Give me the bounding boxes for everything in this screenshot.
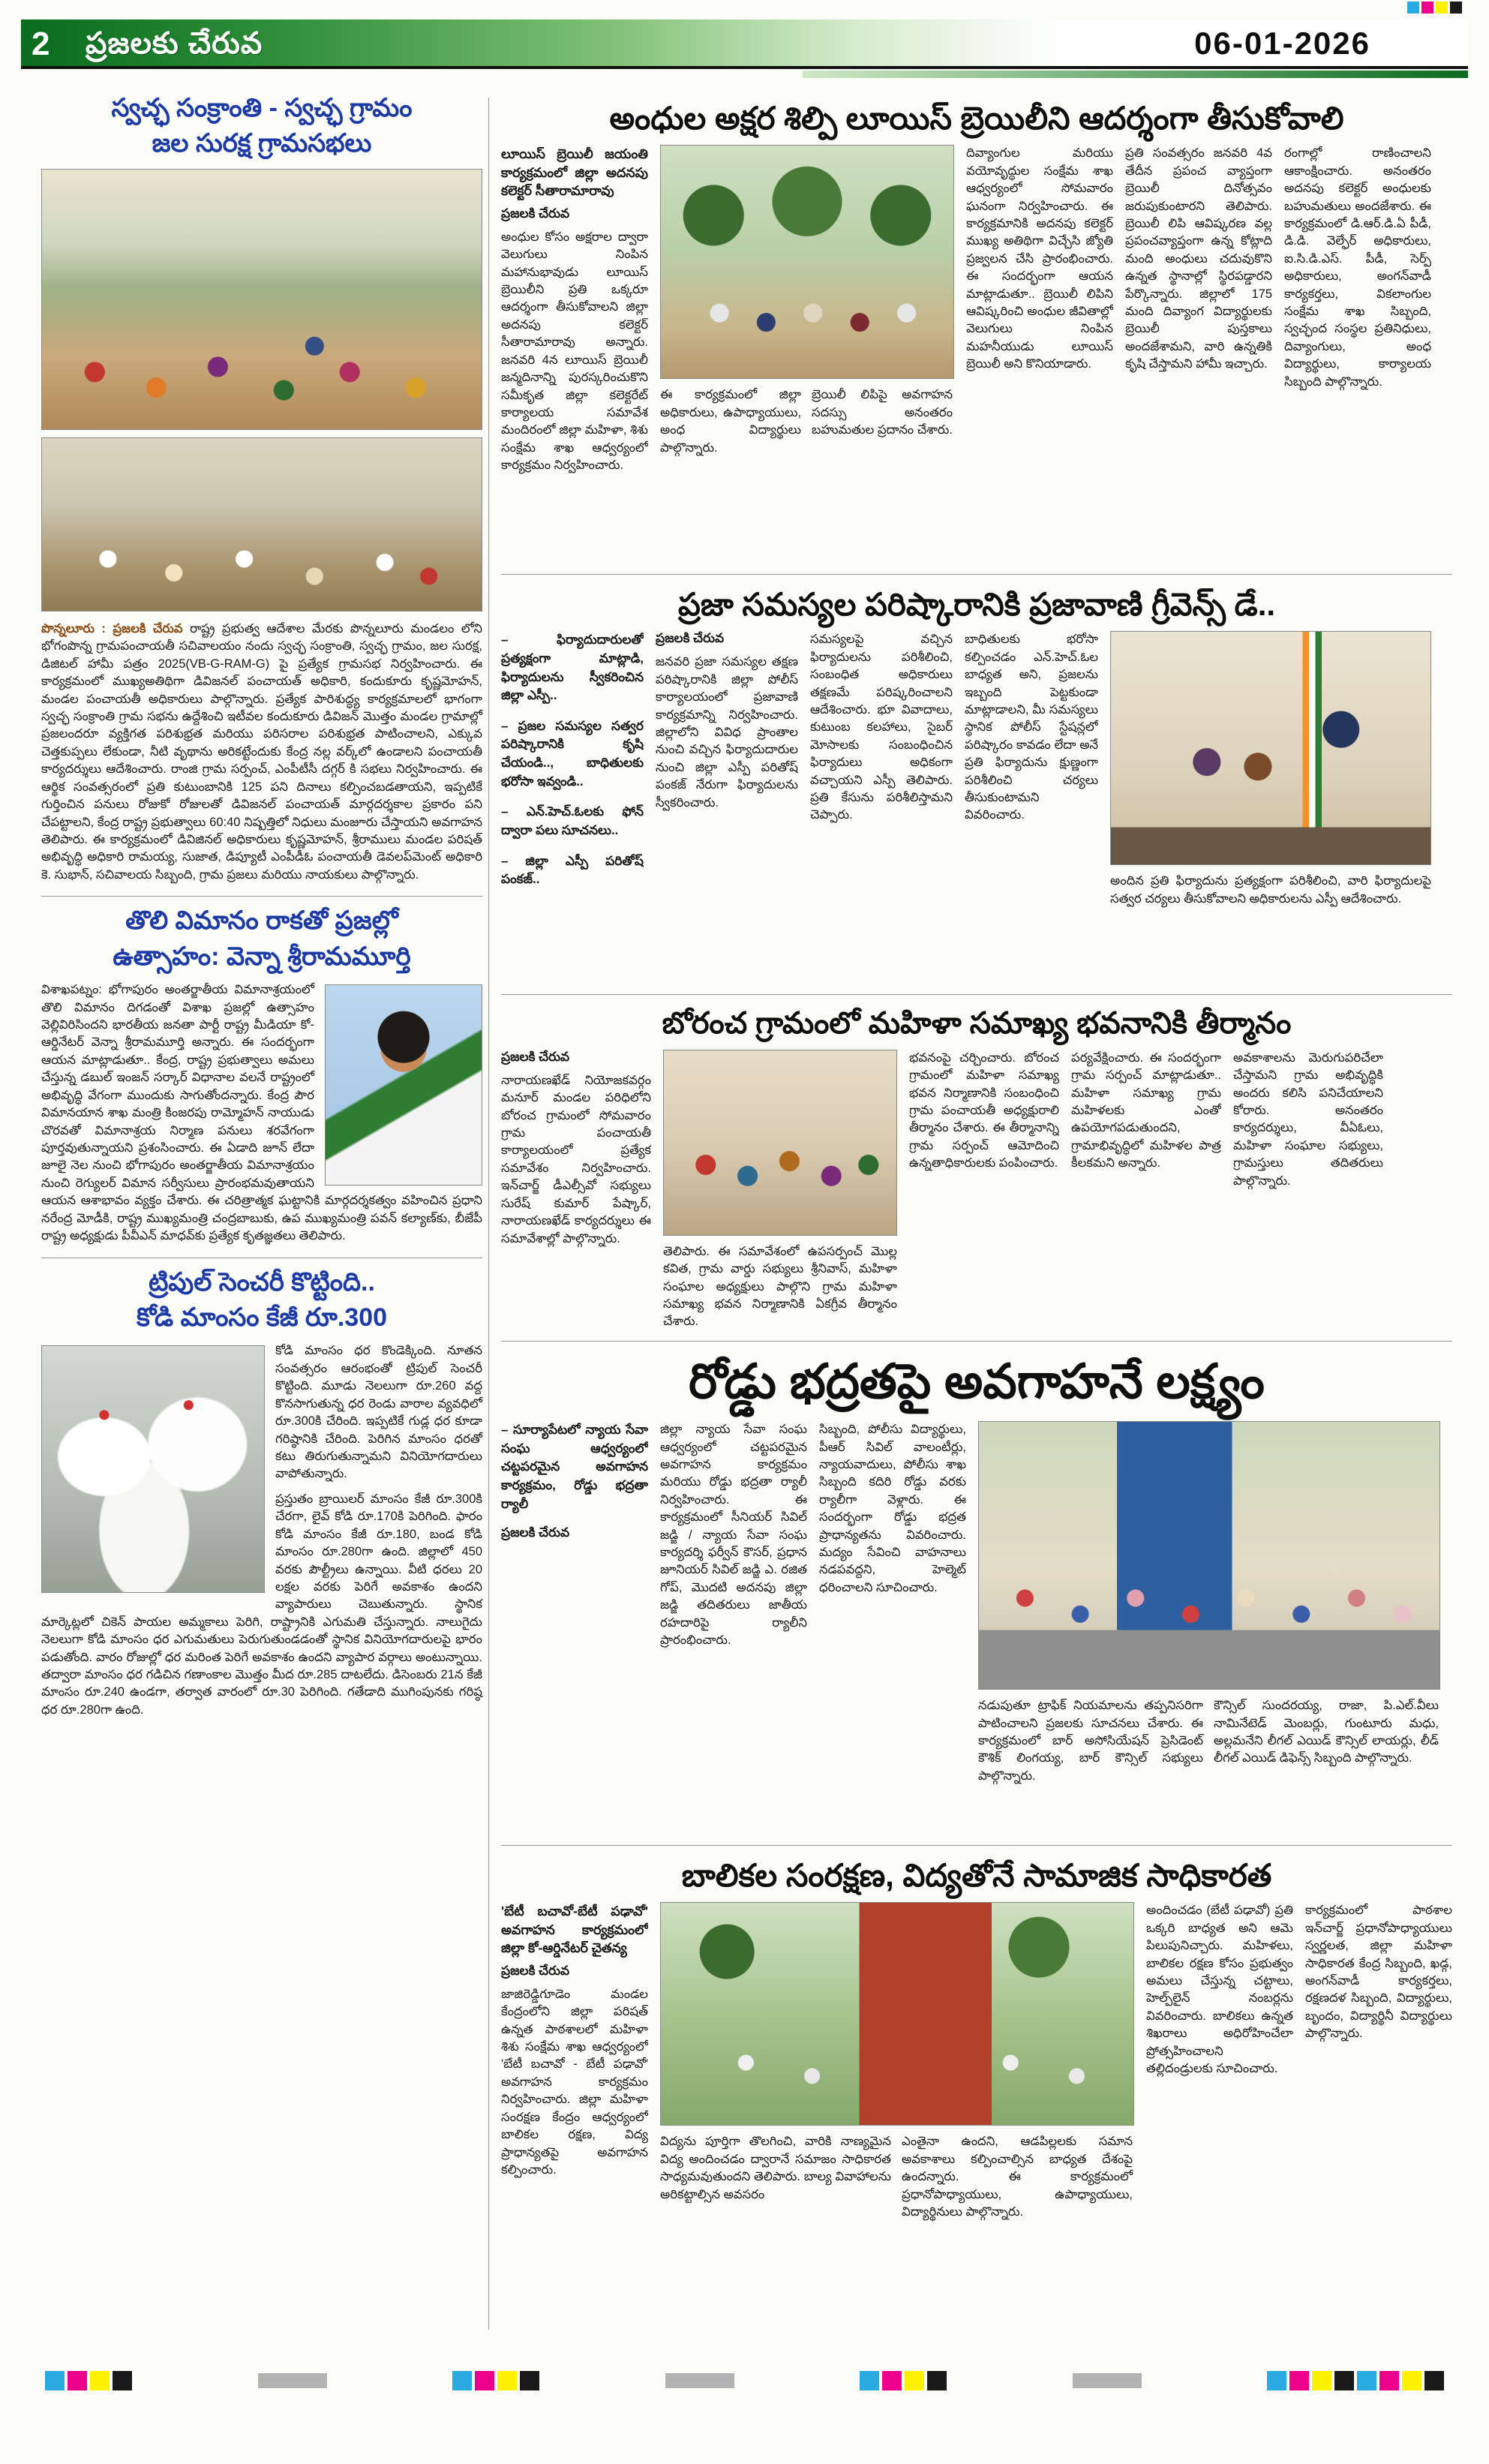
flight-body: విశాఖపట్నం: భోగాపురం అంతర్జాతీయ విమానాశ్రయంలో తొలి విమానం దిగడంతో విశాఖ ప్రజల్లో ఉత్సాహం వెల్లివిరిసిందని భారతీయ జనతా పార్టీ రాష్ట్ర మీడియా కో-ఆర్డినేటర్ వెన్నా శ్రీరామమూర్తి అన్నారు. ఈ సందర్భంగా ఆయన మాట్లాడుతూ.. కేంద్ర, రాష్ట్ర ప్రభుత్వాలు అమలు చేస్తున్న డబుల్ ఇంజన్ సర్కార్ విధానాల వలనే రాష్ట్రంలో అభివృద్ధి వేగంగా ముందుకు సాగుతోందన్నారు. కేంద్ర పౌర విమానయాన శాఖ మంత్రి కింజరపు రామ్మోహన్ నాయుడు చొరవతో విమానాశ్రయ నిర్మాణ పనులు శరవేగంగా పూర్తవుతున్నాయని ప్రశంసించారు. ఈ ఏడాది జూన్ లేదా జూలై నెల నుంచి భోగాపురం అంతర్జాతీయ విమానాశ్రయం నుంచి రెగ్యులర్ విమాన సర్వీసులు ప్రారంభమవుతాయని ఆయన ఆశాభావం వ్యక్తం చేశారు. ఈ చరిత్రాత్మక ఘట్టానికి మార్గదర్శకత్వం వహించిన ప్రధాని నరేంద్ర మోడీకి, రాష్ట్ర ముఖ్యమంత్రి చంద్రబాబుకు, ఉప ముఖ్యమంత్రి పవన్ కల్యాణ్‌కు, బీజేపీ రాష్ట్ర అధ్యక్షుడు పీవీఎన్ మాధవ్‌కు ప్రత్యేక కృతజ్ఞతలు తెలిపారు.: [41, 983, 482, 1243]
borancha-headline: బోరంచ గ్రామంలో మహిళా సమాఖ్య భవనానికి తీర్మానం: [662, 1007, 1292, 1040]
road-bullet: – సూర్యాపేటలో న్యాయ సేవా సంఘ ఆధ్వర్యంలో చట్టపరమైన అవగాహన కార్యక్రమం, రోడ్డు భద్రతా ర్యాలీ: [501, 1423, 648, 1511]
reg-magenta-icon: [475, 2371, 494, 2390]
road-col1: జిల్లా న్యాయ సేవా సంఘ ఆధ్వర్యంలో చట్టపరమైన అవగాహన కార్యక్రమం మరియు రోడ్డు భద్రతా ర్యాలీ నిర్వహించారు. ఈ కార్యక్రమంలో సీనియర్ సివిల్ జడ్జి / న్యాయ సేవా సంఘ కార్యదర్శి ఫర్వీన్ కౌసర్, ప్రధాన జూనియర్ సివిల్ జడ్జి ఎ. రజిత గోప్, మొదటి అదనపు జిల్లా జడ్జి తదితరులు జాతీయ రహదారిపై ర్యాలీని ప్రారంభించారు.: [660, 1423, 807, 1648]
flight-photo-portrait-sriramamurthy: [325, 984, 482, 1185]
sankranti-headline-line1: స్వచ్ఛ సంక్రాంతి - స్వచ్ఛ గ్రామం: [111, 94, 413, 122]
balika-headline: బాలికల సంరక్షణ, విద్యతోనే సామాజిక సాధికారత: [681, 1858, 1272, 1893]
balika-byline: ప్రజలకి చేరువ: [501, 1963, 570, 1978]
article-borancha: [501, 995, 1452, 1342]
date-underline-bar: [803, 71, 1468, 78]
article-grievance: [501, 575, 1452, 995]
reg-black-icon: [520, 2371, 539, 2390]
braille-col4: రంగాల్లో రాణించాలని ఆకాంక్షించారు. అనంతరం అదనపు కలెక్టర్ అంధులకు బహుమతులు అందజేశారు. ఈ కార్యక్రమంలో డి.ఆర్.డి.ఏ పీడీ, డి.డి. వెల్ఫేర్ అధికారులు, ఐ.సి.డి.ఎస్. పీడీ, సెర్ప్ అధికారులు, అంగన్‌వాడీ కార్యకర్తలు, వికలాంగుల సంక్షేమ శాఖ సిబ్బంది, స్వచ్ఛంద సంస్థల ప్రతినిధులు, దివ్యాంగులు, అంధ విద్యార్థులు, కార్యాలయ సిబ్బంది పాల్గొన్నారు.: [1284, 146, 1431, 389]
reg-cyan-icon: [860, 2371, 879, 2390]
article-chicken: [41, 1267, 482, 1720]
grievance-bullet-2: – ప్రజల సమస్యల సత్వర పరిష్కారానికి కృషి చేయండి.., బాధితులకు భరోసా ఇవ్వండి..: [501, 718, 644, 789]
grievance-bullet-1: – ఫిర్యాదుదారులతో ప్రత్యక్షంగా మాట్లాడి, ఫిర్యాదులను స్వీకరించిన జిల్లా ఎస్పీ..: [501, 633, 644, 703]
reg-magenta-icon: [68, 2371, 87, 2390]
reg-cyan-icon: [452, 2371, 472, 2390]
balika-mid1: విద్యను పూర్తిగా తొలగించి, వారికి నాణ్యమైన విద్య అందించడం ద్వారానే సమాజం సాధికారత సాధ్యమవుతుందని తెలిపారు. బాల్య వివాహాలను అరికట్టాల్సిన అవసరం: [660, 2135, 891, 2201]
reg-cyan-icon: [45, 2371, 65, 2390]
reg-gray-bar: [258, 2373, 327, 2388]
balika-intro: 'బేటీ బచావో-బేటీ పఢావో' అవగాహన కార్యక్రమంలో జిల్లా కో-ఆర్డినేటర్ చైతన్య: [501, 1904, 648, 1956]
reg-yellow-icon: [90, 2371, 110, 2390]
registration-marks-top: [1407, 2, 1462, 14]
reg-group-3: [860, 2371, 947, 2390]
reg-yellow-icon: [1312, 2371, 1331, 2390]
borancha-byline: ప్రజలకి చేరువ: [501, 1049, 570, 1064]
flight-headline-line2: ఉత్సాహం: వెన్నా శ్రీరామమూర్తి: [113, 942, 411, 971]
braille-photo-jayanti-event: [660, 145, 954, 379]
reg-black-icon: [1450, 2, 1462, 14]
reg-cyan-icon: [1357, 2371, 1376, 2390]
reg-group-1: [45, 2371, 132, 2390]
article-sankranti: [41, 93, 482, 884]
grievance-caption: అందిన ప్రతి ఫిర్యాదును ప్రత్యక్షంగా పరిశీలించి, వారి ఫిర్యాదులపై సత్వర చర్యలు తీసుకోవాలని అధికారులను ఎస్పీ ఆదేశించారు.: [1110, 874, 1431, 906]
reg-black-icon: [1424, 2371, 1444, 2390]
balika-photo-school-program: [660, 1902, 1134, 2126]
braille-mid1: ఈ కార్యక్రమంలో జిల్లా అధికారులు, ఉపాధ్యాయులు, అంధ విద్యార్థులు పాల్గొన్నారు.: [660, 388, 801, 455]
reg-yellow-icon: [1402, 2371, 1421, 2390]
road-byline: ప్రజలకి చేరువ: [501, 1525, 570, 1540]
article-balika: [501, 1846, 1452, 2333]
edition-date: 06-01-2026: [1194, 26, 1370, 61]
grievance-col2: సమస్యలపై వచ్చిన ఫిర్యాదులను పరిశీలించి, సంబంధిత అధికారులు తక్షణమే పరిష్కరించాలని ఆదేశించారు. భూ వివాదాలు, కుటుంబ కలహాలు, సైబర్ మోసాలకు సంబంధించిన ఫిర్యాదులు అధికంగా వచ్చాయని ఎస్పీ తెలిపారు. ప్రతి కేసును పరిశీలిస్తామని చెప్పారు.: [810, 633, 953, 822]
grievance-bullet-3: – ఎన్.హెచ్.ఓలకు ఫోన్ ద్వారా పలు సూచనలు..: [501, 804, 644, 837]
reg-group-4: [1267, 2371, 1444, 2390]
reg-cyan-icon: [1267, 2371, 1286, 2390]
masthead-title: ప్రజలకు చేరువ: [86, 27, 263, 60]
reg-yellow-icon: [497, 2371, 517, 2390]
road-mid1: నడుపుతూ ట్రాఫిక్ నియమాలను తప్పనిసరిగా పాటించాలని ప్రజలకు సూచనలు చేశారు. ఈ కార్యక్రమంలో బార్ అసోసియేషన్ ప్రెసిడెంట్ కౌశిక్ లింగయ్య, బార్ కౌన్సిల్ సభ్యులు పాల్గొన్నారు.: [978, 1699, 1203, 1783]
article-flight: [41, 906, 482, 1245]
page-header: [21, 20, 1468, 69]
grievance-bullet-4: – జిల్లా ఎస్పీ పరితోష్ పంకజ్..: [501, 853, 644, 887]
grievance-col1: జనవరి ప్రజా సమస్యల తక్షణ పరిష్కారానికి జిల్లా పోలీస్ కార్యాలయంలో ప్రజావాణి కార్యక్రమాన్ని నిర్వహించారు. జిల్లాలోని వివిధ ప్రాంతాల నుంచి వచ్చిన ఫిర్యాదుదారుల నుంచి జిల్లా ఎస్పీ పరితోష్ పంకజ్ నేరుగా ఫిర్యాదులను స్వీకరించారు.: [656, 655, 798, 810]
road-mid2: కౌన్సిల్ సుందరయ్య, రాజా, పి.ఎల్.వీలు నామినేటెడ్ మెంబర్లు, గుంటూరు మధు, అల్లమనేని లీగల్ ఎయిడ్ కౌన్సిల్ లాయర్లు, లీడ్ లీగల్ ఎయిడ్ డిఫెన్స్ సిబ్బంది పాల్గొన్నారు.: [1214, 1699, 1439, 1765]
borancha-col1: నారాయణఖేడ్ నియోజకవర్గం మనూర్ మండల పరిధిలోని బోరంచ గ్రామంలో సోమవారం గ్రామ పంచాయతీ కార్యాలయంలో ప్రత్యేక సమావేశం నిర్వహించారు. ఇన్‌చార్జ్ డీఎల్సీవో సభ్యులు సురేష్ కుమార్ పేష్కార్, నారాయణఖేడ్ కార్యదర్శులు ఈ సమావేశాల్లో పాల్గొన్నారు.: [501, 1073, 651, 1246]
reg-gray-bar: [1073, 2373, 1142, 2388]
chicken-photo-broilers: [41, 1345, 265, 1593]
reg-black-icon: [1334, 2371, 1354, 2390]
balika-col3: అందించడం (బేటీ పఢావో) ప్రతి ఒక్కరి బాధ్యత అని ఆమె పిలుపునిచ్చారు. మహిళలు, బాలికల రక్షణ కోసం ప్రభుత్వం అమలు చేస్తున్న చట్టాలు, హెల్ప్‌లైన్ నంబర్లను వివరించారు. బాలికలు ఉన్నత శిఖరాలు అధిరోహించేలా ప్రోత్సహించాలని తల్లిదండ్రులకు సూచించారు.: [1146, 1904, 1293, 2076]
page-number: 2: [32, 26, 50, 62]
braille-col1: అంధుల కోసం అక్షరాల ద్వారా వెలుగులు నింపిన మహానుభావుడు లూయిస్ బ్రెయిలీని ప్రతి ఒక్కరూ ఆదర్శంగా తీసుకోవాలని జిల్లా అదనపు కలెక్టర్ సీతారామారావు అన్నారు. జనవరి 4న లూయిస్ బ్రెయిలీ జన్మదినాన్ని పురస్కరించుకొని సమీకృత జిల్లా కలెక్టరేట్ కార్యాలయ సమావేశ మందిరంలో జిల్లా మహిళా, శిశు సంక్షేమ శాఖ ఆధ్వర్యంలో కార్యక్రమం నిర్వహించారు.: [501, 230, 648, 473]
braille-headline: అంధుల అక్షర శిల్పి లూయిస్ బ్రెయిలీని ఆదర్శంగా తీసుకోవాలి: [609, 101, 1344, 136]
braille-intro: లూయిస్ బ్రెయిలీ జయంతి కార్యక్రమంలో జిల్లా అదనపు కలెక్టర్ సీతారామారావు: [501, 146, 648, 199]
column-divider: [488, 98, 489, 2330]
road-photo-safety-rally: [978, 1421, 1440, 1690]
grievance-headline: ప్రజా సమస్యల పరిష్కారానికి ప్రజావాణి గ్రీవెన్స్ డే..: [677, 587, 1276, 622]
braille-col2: దివ్యాంగుల మరియు వయోవృద్ధుల సంక్షేమ శాఖ ఆధ్వర్యంలో సోమవారం ఘనంగా నిర్వహించారు. ఈ కార్యక్రమానికి అదనపు కలెక్టర్ ముఖ్య అతిథిగా విచ్చేసి జ్యోతి ప్రజ్వలన చేసి ప్రారంభించారు. ఈ సందర్భంగా ఆయన మాట్లాడుతూ.. బ్రెయిలీ లిపిని ఆవిష్కరించి అంధుల జీవితాల్లో వెలుగులు నింపిన మహనీయుడు లూయిస్ బ్రెయిలీ అని కొనియాడారు.: [966, 146, 1113, 371]
balika-col1: జాజిరెడ్డిగూడెం మండల కేంద్రంలోని జిల్లా పరిషత్ ఉన్నత పాఠశాలలో మహిళా శిశు సంక్షేమ శాఖ ఆధ్వర్యంలో 'బేటీ బచావో - బేటీ పఢావో' అవగాహన కార్యక్రమం నిర్వహించారు. జిల్లా మహిళా సంరక్షణ కేంద్రం ఆధ్వర్యంలో బాలికల రక్షణ, విద్య ప్రాధాన్యతపై అవగాహన కల్పించారు.: [501, 1987, 648, 2177]
chicken-body-part2: ప్రస్తుతం బ్రాయిలర్ మాంసం కేజీ రూ.300కి చేరగా, లైవ్ కోడి రూ.170కి పెరిగింది. ఫారం కోడి మాంసం కేజీ రూ.180, బండ కోడి మాంసం రూ.280గా ఉంది. జిల్లాలో 450 వరకు పౌల్ట్రీలు ఉన్నాయి. వీటి ధరలు 20 లక్షల వరకు పెరిగే అవకాశం ఉందని వ్యాపారులు చెబుతున్నారు. స్థానిక మార్కెట్లలో చికెన్ పాయల అమ్మకాలు పెరిగి, రాష్ట్రానికి ఎగుమతి చేస్తున్నారు. నాలుగైదు నెలలుగా కోడి మాంసం ధర ఎగుమతులు పెరుగుతుండడంతో స్థానిక వినియోగదారులపై భారం పడుతోంది. వారం రోజుల్లో ధర మరింత పెరిగే అవకాశం ఉందని వ్యాపార వర్గాలు అంటున్నాయి. తద్వారా మాంసం ధర గడిచిన గణాంకాల మొత్తం మీద రూ.285 దాటలేదు. డిసెంబరు 21న కేజీ మాంసం రూ.240 ఉండగా, తర్వాత వారంలో రూ.30 పెరిగింది. గతేడాది ముగింపునకు గరిష్ఠ ధర రూ.280గా ఉంది.: [41, 1492, 482, 1717]
reg-magenta-icon: [1421, 2, 1433, 14]
sankranti-headline-line2: జల సురక్ష గ్రామసభలు: [152, 129, 372, 158]
sankranti-body: రాష్ట్ర ప్రభుత్వ ఆదేశాల మేరకు పొన్నలూరు మండలం లోని భోగంపొన్న గ్రామపంచాయతీ సచివాలయం నందు స్వచ్ఛ సంక్రాంతి, స్వచ్ఛ గ్రామం, జల సురక్ష, డిజిటల్ హామీ పత్రం 2025(VB-G-RAM-G) పై ప్రత్యేక గ్రామసభ నిర్వహించారు. ఈ కార్యక్రమంలో ముఖ్యఅతిథిగా డివిజనల్ పంచాయత్ అధికారి, కందుకూరు కృష్ణమోహన్, మండల పంచాయతీ అధికారులు పాల్గొన్నారు. ప్రత్యేక పారిశుద్ధ్య కార్యక్రమాలలో భాగంగా స్వచ్ఛ సంక్రాంతి గ్రామ సభను ఉద్దేశించి ఇటీవల కందుకూరు డివిజన్ మొత్తం మండల గ్రామాల్లో ప్రజలందరూ వ్యక్తిగత పరిశుభ్రత మరియు పరిసరాల పరిశుభ్రత పాటించాలని, ఎక్కువ చెత్తకుప్పలు లేకుండా, నీటి వృథాను అరికట్టేందుకు కేంద్ర నల్ల వర్క్‌లో ఉండాలని పంచాయతీ కార్యదర్శులు ఆదేశించారు. రాంజి గ్రామ సర్పంచ్, ఎంపీటీసీ దగ్గర్ కి సభలు నిర్వహించారు. ఈ ఆర్థిక సంవత్సరంలో ప్రతి కుటుంబానికి 125 పని దినాలు కల్పించబడతాయని, ఇప్పటికే గుర్తించిన పనులు రోజుకో రోజులతో డివిజనల్ పంచాయత్ మార్గదర్శకాల ప్రకారం పని చేపట్టాలని, కేంద్ర రాష్ట్ర ప్రభుత్వాలు 60:40 నిష్పత్తిలో నిధులు మంజూరు చేస్తాయని అవగాహన తెలిపారు. ఈ కార్యక్రమంలో డివిజినల్ అధికారులు కృష్ణమోహన్, శ్రీరాములు మండల పరిషత్ అభివృద్ధి అధికారి రామయ్య, సుజాత, డిప్యూటీ ఎంపీడీఓ పంచాయతీ డెవలప్‌మెంట్ అధికారి కె. సుభాన్, సచివాలయ సిబ్బంది, గ్రామ ప్రజలు మరియు నాయకులు పాల్గొన్నారు.: [41, 621, 482, 882]
balika-col4: కార్యక్రమంలో పాఠశాల ఇన్‌చార్జ్ ప్రధానోపాధ్యాయులు స్వర్ణలత, జిల్లా మహిళా సాధికారత కేంద్ర సిబ్బంది, ఖడ్గ, అంగన్‌వాడీ కార్యకర్తలు, రక్షణదళ సిబ్బంది, విద్యార్థులు, బృందం, విద్యార్థినీ విద్యార్థులు పాల్గొన్నారు.: [1305, 1904, 1452, 2041]
chicken-headline-line2: కోడి మాంసం కేజీ రూ.300: [136, 1303, 388, 1332]
borancha-col3: పర్యవేక్షించారు. ఈ సందర్భంగా గ్రామ సర్పంచ్ మాట్లాడుతూ.. మహిళా సమాఖ్య గ్రామ మహిళలకు ఎంతో ఉపయోగపడుతుందని, గ్రామాభివృద్ధిలో మహిళల పాత్ర కీలకమని అన్నారు.: [1071, 1050, 1221, 1170]
reg-magenta-icon: [1379, 2371, 1399, 2390]
grievance-photo-sp-office: [1110, 631, 1431, 865]
balika-mid2: ఎంతైనా ఉందని, ఆడపిల్లలకు సమాన అవకాశాలు కల్పించాల్సిన బాధ్యత దేశంపై ఉందన్నారు. ఈ కార్యక్రమంలో ప్రధానోపాధ్యాయులు, ఉపాధ్యాయులు, విద్యార్థినులు పాల్గొన్నారు.: [902, 2135, 1133, 2219]
grievance-col3: బాధితులకు భరోసా కల్పించడం ఎన్.హెచ్.ఓల బాధ్యత అని, ప్రజలను ఇబ్బంది పెట్టకుండా మాట్లాడాలని, మీ సమస్యలు స్థానిక పోలీస్ స్టేషన్లలో పరిష్కారం కావడం లేదా అనే ప్రతి ఫిర్యాదును క్షుణ్ణంగా పరిశీలించి చర్యలు తీసుకుంటామని వివరించారు.: [965, 633, 1098, 822]
grievance-byline: ప్రజలకి చేరువ: [656, 631, 725, 646]
reg-yellow-icon: [905, 2371, 924, 2390]
road-col2: సిబ్బంది, పోలీసు విద్యార్థులు, పీఆర్ సివిల్ వాలంటీర్లు, న్యాయవాదులు, పోలీసు శాఖ సిబ్బంది కదిరి రోడ్డు వరకు ర్యాలీగా వెళ్లారు. ఈ సందర్భంగా రోడ్డు భద్రత ప్రాధాన్యతను వివరించారు. మద్యం సేవించి వాహనాలు నడపవద్దని, హెల్మెట్ ధరించాలని సూచించారు.: [819, 1423, 966, 1594]
article-braille: [501, 89, 1452, 575]
braille-mid2: బ్రెయిలీ లిపిపై అవగాహన సదస్సు అనంతరం బహుమతుల ప్రదానం చేశారు.: [812, 388, 953, 437]
borancha-photo-panchayat-meeting: [663, 1050, 897, 1236]
sankranti-photo-gram-sabha: [41, 437, 482, 611]
reg-yellow-icon: [1436, 2, 1448, 14]
reg-magenta-icon: [1289, 2371, 1309, 2390]
reg-cyan-icon: [1407, 2, 1419, 14]
braille-col3: ప్రతి సంవత్సరం జనవరి 4వ తేదీన ప్రపంచ వ్యాప్తంగా బ్రెయిలీ దినోత్సవం జరుపుకుంటారని తెలిపారు. బ్రెయిలీ లిపి ఆవిష్కరణ వల్ల ప్రపంచవ్యాప్తంగా ఉన్న కోట్లాది మంది అంధులు చదువుకొని ఉన్నత స్థానాల్లో స్థిరపడ్డారని పేర్కొన్నారు. జిల్లాలో 175 మంది దివ్యాంగ విద్యార్థులకు బ్రెయిలీ పుస్తకాలు అందజేశామని, వారి ఉన్నతికి కృషి చేస్తామని హామీ ఇచ్చారు.: [1125, 146, 1272, 371]
chicken-body-part1: కోడి మాంసం ధర కొండెక్కింది. నూతన సంవత్సరం ఆరంభంతో ట్రిపుల్ సెంచరీ కొట్టింది. మూడు నెలలుగా రూ.260 వద్ద కొనసాగుతున్న ధర రెండు వారాల వ్యవధిలో రూ.300కి చేరింది. ఇప్పటికే గుడ్ల ధర కూడా గరిష్ఠానికి చేరింది. పెరిగిన మాంసం ధరతో కటు తిరుగుతున్నామని వినియోగదారులు వాపోతున్నారు.: [275, 1344, 482, 1481]
left-column: [41, 89, 482, 1719]
right-column: [501, 89, 1452, 2333]
reg-group-2: [452, 2371, 539, 2390]
reg-magenta-icon: [882, 2371, 902, 2390]
left-divider-1: [41, 896, 482, 897]
braille-byline: ప్రజలకి చేరువ: [501, 206, 570, 221]
registration-marks-bottom: [45, 2371, 1444, 2390]
reg-gray-bar: [665, 2373, 734, 2388]
sankranti-dateline: పొన్నలూరు : ప్రజలకి చేరువ: [41, 621, 183, 636]
borancha-mid: తెలిపారు. ఈ సమావేశంలో ఉపసర్పంచ్ మొల్ల కవిత, గ్రామ వార్డు సభ్యులు శ్రీనివాస్, మహిళా సంఘాల అధ్యక్షులు పాల్గొని గ్రామ మహిళా సమాఖ్య భవన నిర్మాణానికి ఏకగ్రీవ తీర్మానం చేశారు.: [663, 1244, 897, 1329]
article-road-safety: [501, 1342, 1452, 1846]
reg-black-icon: [927, 2371, 947, 2390]
sankranti-photo-village-meeting: [41, 169, 482, 430]
flight-headline-line1: తొలి విమానం రాకతో ప్రజల్లో: [125, 906, 398, 936]
borancha-col4: అవకాశాలను మెరుగుపరిచేలా చేస్తామని గ్రామ అభివృద్ధికి అందరు కలిసి పనిచేయాలని కోరారు. అనంతరం కార్యదర్శులు, వీఏఓలు, మహిళా సంఘాల సభ్యులు, గ్రామస్తులు తదితరులు పాల్గొన్నారు.: [1233, 1050, 1383, 1188]
reg-black-icon: [113, 2371, 132, 2390]
chicken-headline-line1: ట్రిపుల్ సెంచరీ కొట్టింది..: [149, 1267, 375, 1297]
borancha-col2: భవనంపై చర్చించారు. బోరంచ గ్రామంలో మహిళా సమాఖ్య భవన నిర్మాణానికి సంబంధించి గ్రామ పంచాయతీ అధ్యక్షురాలి తీర్మానం చేశారు. ఈ తీర్మానాన్ని గ్రామ సర్పంచ్ ఆమోదించి ఉన్నతాధికారులకు పంపించారు.: [909, 1050, 1059, 1170]
road-headline: రోడ్డు భద్రతపై అవగాహనే లక్ష్యం: [689, 1354, 1265, 1408]
